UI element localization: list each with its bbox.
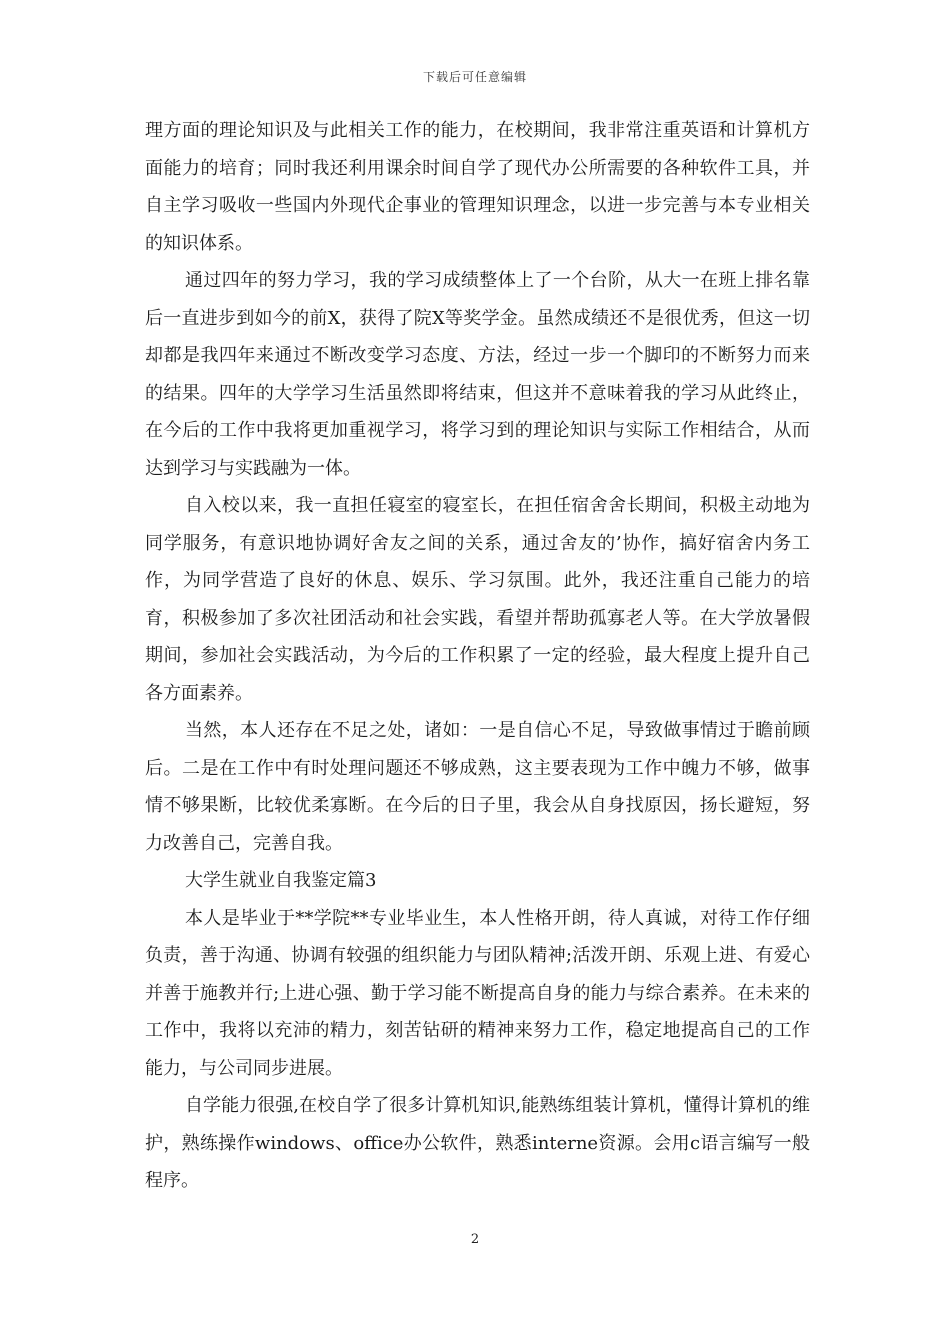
page-number: 2 xyxy=(470,1232,480,1247)
paragraph-5: 本人是毕业于**学院**专业毕业生，本人性格开朗，待人真诚，对待工作仔细负责，善于沟通、协调有较强的组织能力与团队精神;活泼开朗、乐观上进、有爱心并善于施教并行;上进心强、勤于学习能不断提高自身的能力与综合素养。在未来的工作中，我将以充沛的精力，刻苦钻研的精神来努力工作，稳定地提高自己的工作能力，与公司同步进展。 xyxy=(145,907,810,1079)
section-heading: 大学生就业自我鉴定篇3 xyxy=(185,870,377,891)
document-body xyxy=(145,112,810,1200)
paragraph-2: 通过四年的努力学习，我的学习成绩整体上了一个台阶，从大一在班上排名靠后一直进步到如今的前X，获得了院X等奖学金。虽然成绩还不是很优秀，但这一切却都是我四年来通过不断改变学习态度、方法，经过一步一个脚印的不断努力而来的结果。四年的大学学习生活虽然即将结束，但这并不意味着我的学习从此终止，在今后的工作中我将更加重视学习，将学习到的理论知识与实际工作相结合，从而达到学习与实践融为一体。 xyxy=(145,270,810,479)
paragraph-3: 自入校以来，我一直担任寝室的寝室长，在担任宿舍舍长期间，积极主动地为同学服务，有意识地协调好舍友之间的关系，通过舍友的’协作，搞好宿舍内务工作，为同学营造了良好的休息、娱乐、学习氛围。此外，我还注重自己能力的培育，积极参加了多次社团活动和社会实践，看望并帮助孤寡老人等。在大学放暑假期间，参加社会实践活动，为今后的工作积累了一定的经验，最大程度上提升自己各方面素养。 xyxy=(145,495,810,704)
paragraph-4: 当然，本人还存在不足之处，诸如：一是自信心不足，导致做事情过于瞻前顾后。二是在工作中有时处理问题还不够成熟，这主要表现为工作中魄力不够，做事情不够果断，比较优柔寡断。在今后的日子里，我会从自身找原因，扬长避短，努力改善自己，完善自我。 xyxy=(145,720,810,854)
paragraph-6: 自学能力很强,在校自学了很多计算机知识,能熟练组装计算机，懂得计算机的维护，熟练操作windows、office办公软件，熟悉interne资源。会用c语言编写一般程序。 xyxy=(145,1095,810,1191)
paragraph-1: 理方面的理论知识及与此相关工作的能力，在校期间，我非常注重英语和计算机方面能力的培育；同时我还利用课余时间自学了现代办公所需要的各种软件工具，并自主学习吸收一些国内外现代企事业的管理知识理念，以进一步完善与本专业相关的知识体系。 xyxy=(145,120,810,254)
page-header: 下载后可任意编辑 xyxy=(422,70,527,84)
